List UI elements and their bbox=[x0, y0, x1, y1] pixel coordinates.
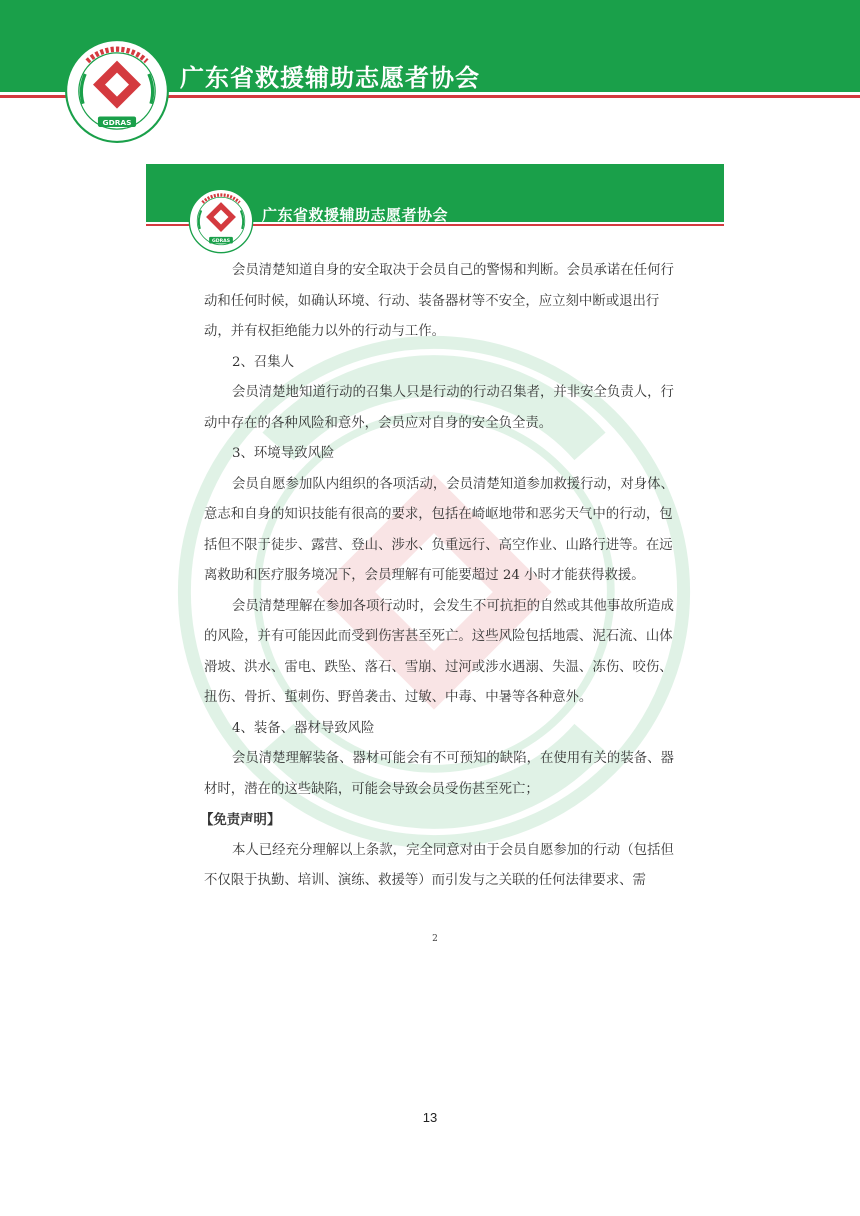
page-number: 13 bbox=[422, 1110, 438, 1125]
paragraph: 会员清楚理解装备、器材可能会有不可预知的缺陷，在使用有关的装备、器材时，潜在的这些缺陷，可能会导致会员受伤甚至死亡； bbox=[204, 751, 674, 797]
section-heading: 3、环境导致风险 bbox=[232, 446, 335, 461]
paragraph: 本人已经充分理解以上条款，完全同意对由于会员自愿参加的行动（包括但不仅限于执勤、培训、演练、救援等）而引发与之关联的任何法律要求、需 bbox=[204, 842, 674, 888]
document-body bbox=[200, 256, 682, 897]
section-heading: 2、召集人 bbox=[232, 354, 295, 370]
document-page bbox=[146, 164, 724, 954]
paragraph: 会员清楚地知道行动的召集人只是行动的行动召集者，并非安全负责人，行动中存在的各种风险和意外，会员应对自身的安全负全责。 bbox=[204, 385, 674, 431]
svg-text:GDRAS: GDRAS bbox=[102, 117, 132, 127]
inner-org-title: 广东省救援辅助志愿者协会 bbox=[262, 206, 449, 224]
section-heading: 【免责声明】 bbox=[200, 812, 281, 828]
section-heading: 4、装备、器材导致风险 bbox=[232, 720, 375, 736]
org-title: 广东省救援辅助志愿者协会 bbox=[180, 64, 480, 92]
inner-page-number: 2 bbox=[432, 934, 438, 944]
paragraph: 会员清楚理解在参加各项行动时，会发生不可抗拒的自然或其他事故所造成的风险，并有可能因此而受到伤害甚至死亡。这些风险包括地震、泥石流、山体滑坡、洪水、雷电、跌坠、落石、雪崩、过河或涉水遇溺、失温、冻伤、咬伤、扭伤、骨折、蜇刺伤、野兽袭击、过敏、中毒、中暑等各种意外。 bbox=[204, 598, 674, 705]
paragraph: 会员自愿参加队内组织的各项活动，会员清楚知道参加救援行动，对身体、意志和自身的知识技能有很高的要求，包括在崎岖地带和恶劣天气中的行动，包括但不限于徒步、露营、登山、涉水、负重远行、高空作业、山路行进等。在远离救助和医疗服务境况下，会员理解有可能要超过 24 小时才能获得救援。 bbox=[204, 476, 674, 583]
inner-logo-icon bbox=[188, 188, 254, 254]
svg-text:GDRAS: GDRAS bbox=[211, 239, 231, 245]
org-logo-icon bbox=[64, 38, 170, 144]
paragraph: 会员清楚知道自身的安全取决于会员自己的警惕和判断。会员承诺在任何行动和任何时候，如确认环境、行动、装备器材等不安全，应立刻中断或退出行动，并有权拒绝能力以外的行动与工作。 bbox=[204, 263, 674, 339]
